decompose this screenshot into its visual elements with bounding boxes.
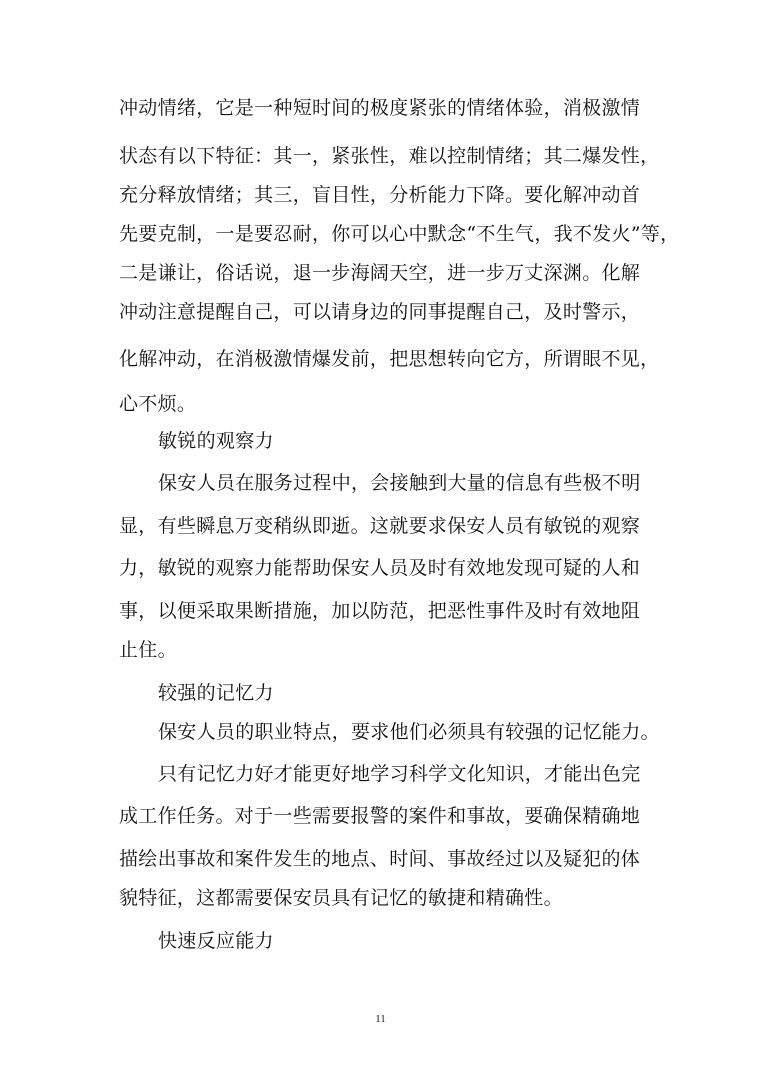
text-line: 冲动情绪，它是一种短时间的极度紧张的情绪体验，消极激情 [119,97,641,119]
text-line: 事，以便采取果断措施，加以防范，把恶性事件及时有效地阻 [119,600,641,622]
text-line: 貌特征，这都需要保安员具有记忆的敏捷和精确性。 [119,887,563,909]
text-line: 二是谦让，俗话说，退一步海阔天空，进一步万丈深渊。化解 [119,262,641,284]
text-line: 止住。 [119,639,177,661]
section-heading-reaction: 快速反应能力 [158,930,274,952]
text-line: 化解冲动，在消极激情爆发前，把思想转向它方，所谓眼不见， [119,348,660,370]
text-line: 状态有以下特征：其一，紧张性，难以控制情绪；其二爆发性， [119,145,660,167]
text-line: 描绘出事故和案件发生的地点、时间、事故经过以及疑犯的体 [119,848,641,870]
text-line: 保安人员在服务过程中，会接触到大量的信息有些极不明 [158,472,641,494]
section-heading-observation: 敏锐的观察力 [158,430,274,452]
page-number: 11 [375,1013,386,1025]
text-line: 先要克制，一是要忍耐，你可以心中默念“不生气，我不发火”等， [119,223,680,245]
text-line: 只有记忆力好才能更好地学习科学文化知识，才能出色完 [158,763,641,785]
text-line: 心不烦。 [119,393,197,415]
text-line: 显，有些瞬息万变稍纵即逝。这就要求保安人员有敏锐的观察 [119,515,641,537]
text-line: 冲动注意提醒自己，可以请身边的同事提醒自己，及时警示， [119,301,641,323]
section-heading-memory: 较强的记忆力 [158,682,274,704]
text-line: 力，敏锐的观察力能帮助保安人员及时有效地发现可疑的人和 [119,557,641,579]
text-line: 成工作任务。对于一些需要报警的案件和事故，要确保精确地 [119,805,641,827]
text-line: 充分释放情绪；其三，盲目性，分析能力下降。要化解冲动首 [119,184,641,206]
text-line: 保安人员的职业特点，要求他们必须具有较强的记忆能力。 [158,721,660,743]
